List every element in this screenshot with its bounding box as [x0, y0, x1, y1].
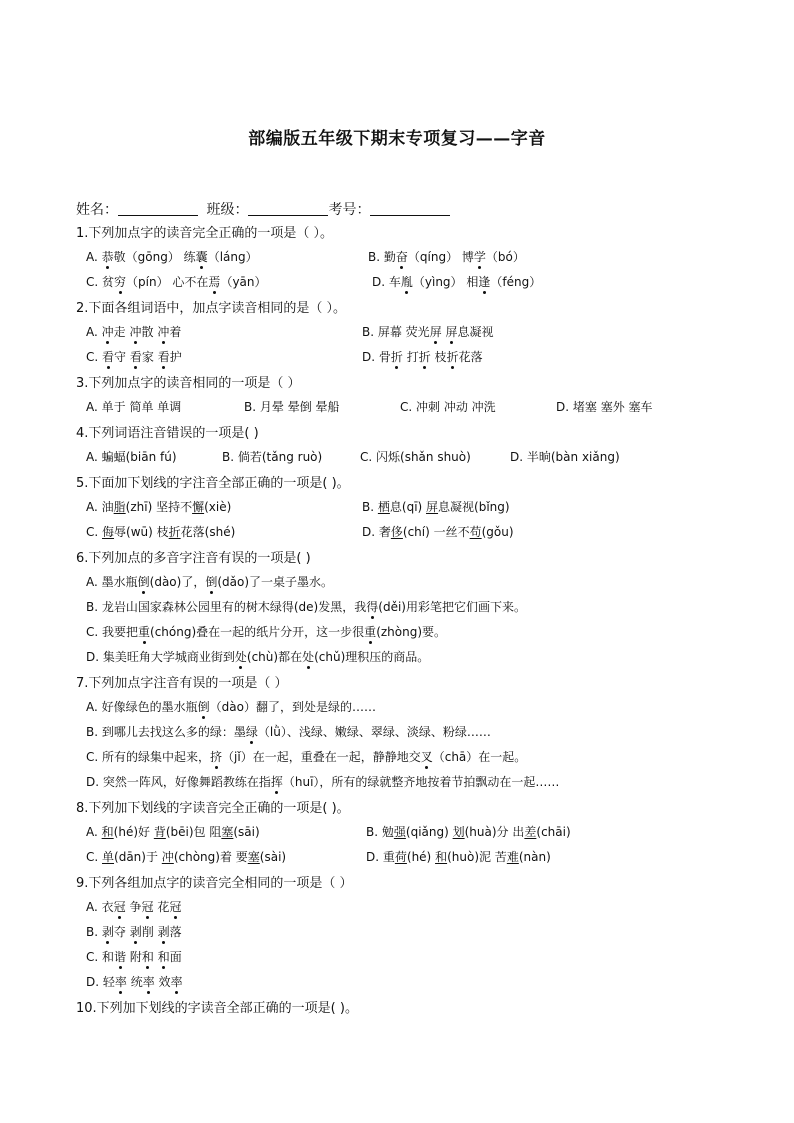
- question-4-option-a: A. 蝙蝠(biān fú): [86, 450, 177, 464]
- question-6-option-a: A. 墨水瓶倒(dào)了，倒(dǎo)了一桌子墨水。: [86, 575, 334, 589]
- question-5-option-b: B. 栖息(qī) 屏息凝视(bǐng): [362, 500, 510, 514]
- question-2-option-a: A. 冲走 冲散 冲着: [86, 325, 182, 339]
- student-info-line: [76, 199, 450, 219]
- question-4-option-d: D. 半晌(bàn xiǎng): [510, 450, 620, 464]
- class-blank: [248, 201, 328, 216]
- question-3-option-c: C. 冲刺 冲动 冲洗: [400, 400, 496, 414]
- question-8-option-a: A. 和(hé)好 背(bēi)包 阻塞(sāi): [86, 825, 260, 839]
- name-blank: [118, 201, 198, 216]
- question-3-option-a: A. 单于 简单 单调: [86, 400, 182, 414]
- question-7-option-c: C. 所有的绿集中起来，挤（jǐ）在一起，重叠在一起，静静地交叉（chā）在一起。: [86, 750, 527, 764]
- question-1-option-d: D. 车胤（yìng） 相逢（féng）: [372, 275, 542, 289]
- question-2-option-c: C. 看守 看家 看护: [86, 350, 182, 364]
- question-8-option-b: B. 勉强(qiǎng) 划(huà)分 出差(chāi): [366, 825, 571, 839]
- question-6-option-c: C. 我要把重(chóng)叠在一起的纸片分开，这一步很重(zhòng)要。: [86, 625, 447, 639]
- question-9-option-b: B. 剥夺 剥削 剥落: [86, 925, 182, 939]
- question-6-option-b: B. 龙岩山国家森林公园里有的树木绿得(de)发黑，我得(děi)用彩笔把它们画下来。: [86, 600, 526, 614]
- question-6-stem: 6.下列加点的多音字注音有误的一项是( ): [76, 551, 311, 566]
- question-7-stem: 7.下列加点字注音有误的一项是（ ）: [76, 676, 288, 691]
- question-3-option-d: D. 堵塞 塞外 塞车: [556, 400, 653, 414]
- question-7-option-b: B. 到哪儿去找这么多的绿：墨绿（lǜ）、浅绿、嫩绿、翠绿、淡绿、粉绿……: [86, 725, 491, 739]
- question-3-option-b: B. 月晕 晕倒 晕船: [244, 400, 340, 414]
- question-5-option-d: D. 奢侈(chí) 一丝不苟(gǒu): [362, 525, 514, 539]
- question-10-stem: 10.下列加下划线的字读音全部正确的一项是( )。: [76, 1001, 358, 1016]
- question-1-option-a: A. 恭敬（gōng） 练囊（láng）: [86, 250, 258, 264]
- question-2-option-b: B. 屏幕 荧光屏 屏息凝视: [362, 325, 494, 339]
- question-9-option-d: D. 轻率 统率 效率: [86, 975, 183, 989]
- question-5-stem: 5.下面加下划线的字注音全部正确的一项是( )。: [76, 476, 350, 491]
- question-9-option-c: C. 和谐 附和 和面: [86, 950, 182, 964]
- question-5-option-c: C. 侮辱(wū) 枝折花落(shé): [86, 525, 236, 539]
- question-1-option-c: C. 贫穷（pín） 心不在焉（yān）: [86, 275, 267, 289]
- page-title: 部编版五年级下期末专项复习——字音: [248, 129, 546, 149]
- question-8-option-d: D. 重荷(hé) 和(huò)泥 苦难(nàn): [366, 850, 551, 864]
- question-8-stem: 8.下列加下划线的字读音完全正确的一项是( )。: [76, 801, 350, 816]
- question-7-option-a: A. 好像绿色的墨水瓶倒（dào）翻了，到处是绿的……: [86, 700, 376, 714]
- question-9-option-a: A. 衣冠 争冠 花冠: [86, 900, 182, 914]
- question-1-stem: 1.下列加点字的读音完全正确的一项是（ ）。: [76, 226, 334, 241]
- question-3-stem: 3.下列加点字的读音相同的一项是（ ）: [76, 376, 301, 391]
- question-5-option-a: A. 油脂(zhī) 坚持不懈(xiè): [86, 500, 232, 514]
- question-4-stem: 4.下列词语注音错误的一项是( ): [76, 426, 259, 441]
- question-4-option-b: B. 倘若(tǎng ruò): [222, 450, 323, 464]
- question-2-stem: 2.下面各组词语中，加点字读音相同的是（ ）。: [76, 301, 347, 316]
- question-9-stem: 9.下列各组加点字的读音完全相同的一项是（ ）: [76, 876, 353, 891]
- class-label: 班级：: [206, 202, 249, 218]
- name-label: 姓名：: [76, 202, 118, 218]
- number-blank: [370, 201, 450, 216]
- question-7-option-d: D. 突然一阵风，好像舞蹈教练在指挥（huī），所有的绿就整齐地按着节拍飘动在一起……: [86, 775, 560, 789]
- question-4-option-c: C. 闪烁(shǎn shuò): [360, 450, 471, 464]
- question-6-option-d: D. 集美旺角大学城商业街到处(chù)都在处(chǔ)理积压的商品。: [86, 650, 430, 664]
- question-8-option-c: C. 单(dān)于 冲(chòng)着 要塞(sài): [86, 850, 287, 864]
- number-label: 考号：: [328, 202, 371, 218]
- question-2-option-d: D. 骨折 打折 枝折花落: [362, 350, 483, 364]
- question-1-option-b: B. 勤奋（qíng） 博学（bó）: [368, 250, 525, 264]
